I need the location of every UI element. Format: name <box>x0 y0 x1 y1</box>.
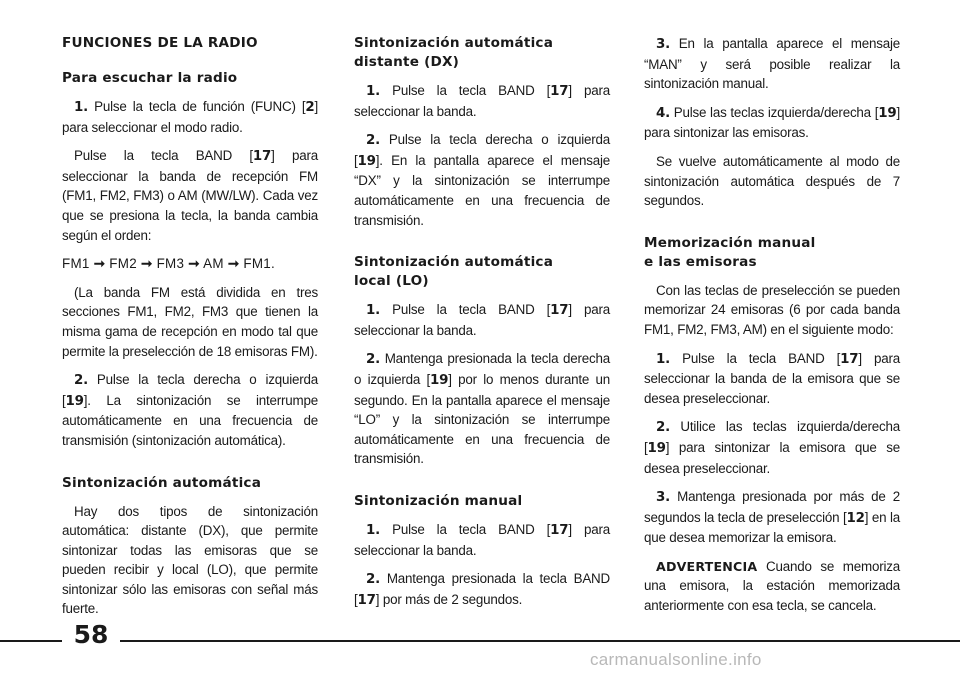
paragraph-text: Pulse la tecla derecha o izquierda [ <box>62 372 318 408</box>
watermark: carmanualsonline.info <box>590 650 762 669</box>
paragraph-text: Pulse la tecla derecha o izquierda [ <box>354 132 610 168</box>
step-number: 4. <box>656 105 671 121</box>
paragraph-text: ] por más de 2 segundos. <box>375 591 523 607</box>
paragraph-text: ]. En la pantalla aparece el mensaje “DX” y la sintonización se interrumpe automáticamente en una frecuencia de transmisión. <box>354 152 610 228</box>
paragraph-text: Mantenga presionada la tecla BAND [ <box>354 571 610 607</box>
paragraph-text: ] por lo menos durante un segundo. En la pantalla aparece el mensaje “LO” y la sintonización se interrumpe automáticamente en una frecuencia de transmisión. <box>354 371 610 467</box>
step-paragraph <box>354 130 610 230</box>
step-paragraph <box>62 370 318 450</box>
paragraph-text: Pulse la tecla de función (FUNC) [ <box>88 99 306 114</box>
band-sequence <box>62 254 318 274</box>
step-paragraph <box>354 300 610 340</box>
footer-rule-right <box>120 640 960 642</box>
heading-line: Sintonización automática <box>354 254 554 271</box>
column-1 <box>62 34 318 628</box>
warning-label: ADVERTENCIA <box>656 558 758 574</box>
paragraph-text: Cuando se memoriza una emisora, la estación memorizada anteriormente con esa tecla, se cancela. <box>644 558 900 614</box>
paragraph: Se vuelve automáticamente al modo de sintonización automática después de 7 segundos. <box>644 153 900 209</box>
section-heading-local-lo <box>354 253 610 291</box>
step-paragraph <box>354 81 610 121</box>
paragraph-text: Pulse la tecla BAND [ <box>380 521 551 537</box>
page-title: FUNCIONES DE LA RADIO <box>62 35 258 51</box>
step-number: 1. <box>366 84 381 99</box>
step-number: 2. <box>366 352 381 368</box>
step-number: 1. <box>366 303 381 319</box>
band-item: AM <box>203 256 224 272</box>
paragraph-text: ] para seleccionar la banda de la emisora que se desea preseleccionar. <box>644 350 900 406</box>
heading-line: Memorización manual <box>644 234 816 251</box>
step-paragraph <box>62 97 318 137</box>
arrow-right-icon: ➞ <box>93 256 106 272</box>
step-paragraph <box>644 34 900 94</box>
paragraph-text: ] para sintonizar la emisora que se desea preseleccionar. <box>644 439 900 476</box>
paragraph: Hay dos tipos de sintonización automática: distante (DX), que permite sintonizar todas las emisoras que se pueden recibir y local (LO), que permite sintonizar sólo las emisoras con señal más fuerte. <box>62 503 318 617</box>
key-reference: 17 <box>550 522 569 538</box>
section-heading-manual-tuning: Sintonización manual <box>354 492 523 509</box>
arrow-right-icon: ➞ <box>227 256 240 272</box>
paragraph-text: Mantenga presionada por más de 2 segundos la tecla de preselección [ <box>644 489 900 525</box>
key-reference: 2 <box>305 100 315 115</box>
key-reference: 17 <box>550 303 569 319</box>
step-number: 2. <box>74 373 89 389</box>
key-reference: 12 <box>846 510 865 526</box>
section-heading-distant-dx <box>354 34 610 72</box>
paragraph-text: ] para seleccionar la banda. <box>354 302 610 338</box>
paragraph-text: Mantenga presionada la tecla derecha o izquierda [ <box>354 351 610 387</box>
band-item: FM1. <box>243 256 276 272</box>
paragraph-text: Pulse la tecla BAND [ <box>380 83 551 98</box>
section-heading-auto-tuning: Sintonización automática <box>62 474 262 491</box>
step-paragraph <box>644 417 900 478</box>
key-reference: 17 <box>840 351 859 367</box>
paragraph: (La banda FM está dividida en tres secciones FM1, FM2, FM3 que tienen la misma gama de recepción en modo tal que permite la preselección de 18 emisoras FM). <box>62 284 318 359</box>
arrow-right-icon: ➞ <box>141 256 153 272</box>
paragraph-text: ] para sintonizar las emisoras. <box>644 104 900 141</box>
step-number: 3. <box>656 37 671 52</box>
paragraph <box>62 146 318 245</box>
key-reference: 19 <box>65 393 84 409</box>
key-reference: 19 <box>357 153 376 169</box>
paragraph-text: Pulse la tecla BAND [ <box>74 148 253 164</box>
step-number: 2. <box>656 420 671 436</box>
key-reference: 19 <box>878 105 897 121</box>
page-number: 58 <box>73 620 109 649</box>
section-heading-manual-memory <box>644 234 900 272</box>
paragraph-text: ] en la que desea memorizar la emisora. <box>644 509 900 546</box>
step-number: 1. <box>366 522 381 538</box>
paragraph: Con las teclas de preselección se pueden memorizar 24 emisoras (6 por cada banda FM1, FM2, FM3, AM) en el siguiente modo: <box>644 282 900 337</box>
paragraph-text: En la pantalla aparece el mensaje “MAN” y será posible realizar la sintonización manual. <box>644 36 900 92</box>
paragraph-text: Pulse las teclas izquierda/derecha [ <box>670 104 879 120</box>
step-paragraph <box>644 103 900 143</box>
column-2 <box>354 34 610 619</box>
step-paragraph <box>644 487 900 548</box>
step-number: 3. <box>656 490 671 506</box>
paragraph-text: ] para seleccionar la banda de recepción FM (FM1, FM2, FM3) o AM (MW/LW). Cada vez que se presiona la tecla, la banda cambia según el orden: <box>62 148 318 243</box>
heading-line: Sintonización automática <box>354 35 554 51</box>
footer-rule-left <box>0 640 62 642</box>
paragraph-text: ] para seleccionar el modo radio. <box>62 99 318 135</box>
step-paragraph <box>354 520 610 560</box>
step-paragraph <box>354 569 610 610</box>
step-number: 2. <box>366 572 381 588</box>
key-reference: 17 <box>550 84 569 99</box>
heading-line: e las emisoras <box>644 253 757 270</box>
paragraph-text: Pulse la tecla BAND [ <box>670 350 841 366</box>
heading-line: distante (DX) <box>354 54 460 70</box>
key-reference: 17 <box>252 149 272 165</box>
step-number: 1. <box>74 100 89 115</box>
band-item: FM2 <box>109 256 137 272</box>
heading-line: local (LO) <box>354 273 429 290</box>
key-reference: 17 <box>357 592 376 608</box>
paragraph-text: Pulse la tecla BAND [ <box>380 302 551 318</box>
band-item: FM3 <box>156 256 185 272</box>
paragraph-text: ] para seleccionar la banda. <box>354 83 610 119</box>
band-item: FM1 <box>62 256 90 272</box>
key-reference: 19 <box>647 440 666 456</box>
arrow-right-icon: ➞ <box>188 256 200 272</box>
column-3 <box>644 34 900 625</box>
warning-paragraph <box>644 557 900 616</box>
step-number: 2. <box>366 133 381 149</box>
step-paragraph <box>644 349 900 409</box>
section-heading-listen-radio: Para escuchar la radio <box>62 70 238 86</box>
paragraph-text: ]. La sintonización se interrumpe automáticamente en una frecuencia de transmisión (sintonización automática). <box>62 392 318 448</box>
paragraph-text: Utilice las teclas izquierda/derecha [ <box>644 419 900 455</box>
step-number: 1. <box>656 351 671 367</box>
paragraph-text: ] para seleccionar la banda. <box>354 521 610 558</box>
step-paragraph <box>354 349 610 469</box>
key-reference: 19 <box>430 372 449 388</box>
